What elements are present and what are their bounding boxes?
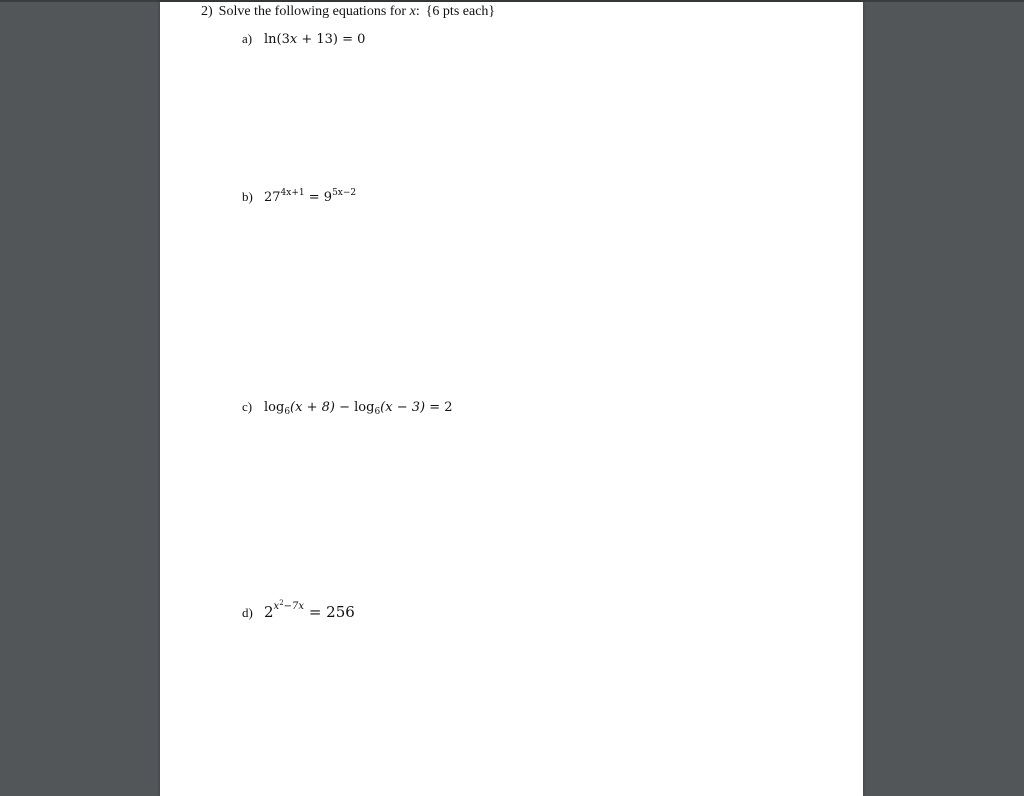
eq-part: ln(3 [264, 32, 290, 47]
problem-letter: b) [242, 189, 253, 204]
question-colon: : [415, 4, 420, 19]
question-heading [201, 4, 495, 20]
equation-a [264, 32, 365, 47]
eq-argument: (x + 8) [290, 400, 335, 415]
eq-log: log [354, 400, 375, 415]
eq-exponent-square: 2 [279, 599, 284, 607]
eq-minus: − [334, 400, 355, 415]
question-text: Solve the following equations for [218, 4, 407, 19]
eq-rhs: = 2 [425, 400, 453, 415]
eq-exponent-rest: −7x [283, 601, 305, 612]
eq-exponent [274, 601, 305, 612]
eq-exponent: 5x−2 [332, 188, 357, 198]
problem-a [242, 30, 365, 48]
equation-b [264, 190, 356, 205]
question-variable: x [409, 4, 416, 19]
eq-rhs: = 256 [304, 603, 355, 621]
equation-c [264, 400, 453, 415]
problem-letter: a) [242, 31, 253, 46]
equation-d [264, 599, 355, 621]
eq-variable: x [289, 32, 298, 47]
eq-base: 27 [264, 190, 281, 205]
document-page [160, 2, 863, 796]
eq-equals: = [304, 190, 324, 205]
eq-exponent: 4x+1 [280, 188, 305, 198]
eq-base: 2 [264, 603, 274, 621]
problem-c [242, 398, 453, 417]
question-number: 2) [201, 4, 213, 19]
eq-log-base: 6 [284, 407, 291, 417]
points-note: {6 pts each} [425, 4, 496, 19]
eq-part: + 13) = 0 [297, 32, 366, 47]
eq-base: 9 [323, 190, 333, 205]
problem-b [242, 188, 356, 206]
problem-letter: c) [242, 399, 253, 414]
eq-log-base: 6 [374, 407, 381, 417]
eq-argument: (x − 3) [380, 400, 426, 415]
eq-exponent-var: x [273, 601, 280, 612]
eq-log: log [264, 400, 285, 415]
problem-d [242, 599, 355, 622]
problem-letter: d) [242, 605, 253, 620]
